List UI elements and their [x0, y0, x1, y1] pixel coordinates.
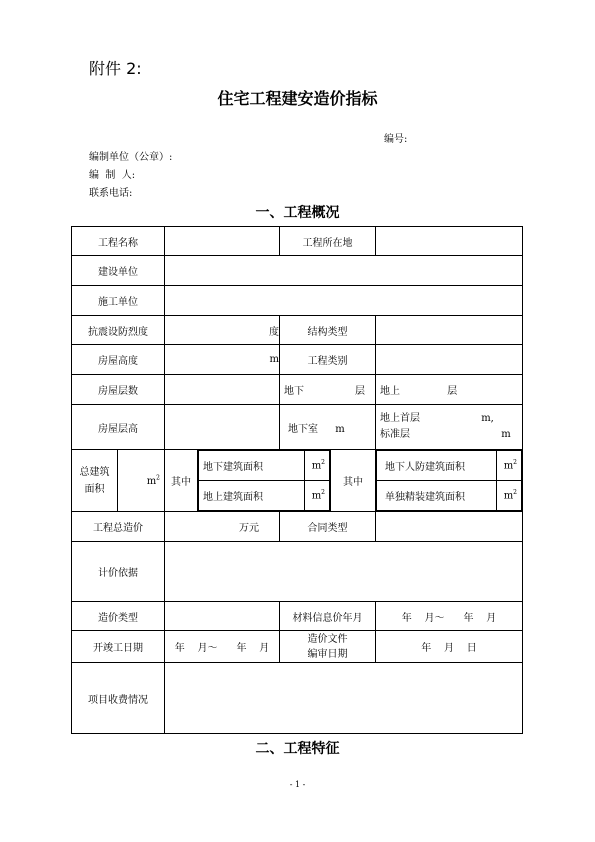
first-floor-unit: m, [481, 413, 494, 424]
start-end-date-label: 开竣工日期 [72, 631, 165, 663]
start-end-date-value[interactable]: 年 月～ 年 月 [165, 631, 280, 663]
floor-count-value[interactable] [165, 375, 280, 405]
total-area-label-line2: 面积 [84, 483, 105, 495]
project-name-label: 工程名称 [72, 227, 165, 256]
seismic-unit: 度 [269, 326, 279, 338]
fees-value[interactable] [165, 663, 523, 734]
height-unit: m [269, 354, 279, 365]
construction-unit-value[interactable] [165, 256, 523, 286]
underground-floors[interactable] [280, 375, 376, 405]
project-name-value[interactable] [165, 227, 280, 256]
project-overview-table [71, 226, 523, 734]
section-features-title: 二、工程特征 [255, 741, 340, 757]
total-cost-label: 工程总造价 [72, 512, 165, 542]
floor-height-label: 房屋层高 [72, 405, 165, 450]
attachment-label: 附件 2: [89, 59, 142, 78]
total-area-label [72, 450, 118, 512]
aboveground-floor-unit: 层 [447, 386, 458, 397]
structure-type-label: 结构类型 [280, 316, 376, 345]
phone-label: 联系电话: [89, 188, 133, 199]
pricing-basis-label: 计价依据 [72, 542, 165, 602]
special-areas [376, 450, 523, 512]
decoration-area-label: 单独精装建筑面积 [377, 481, 497, 511]
standard-floor-label: 标准层 [380, 429, 410, 440]
seismic-label: 抗震设防烈度 [72, 316, 165, 345]
floor-count-label: 房屋层数 [72, 375, 165, 405]
builder-unit-label: 施工单位 [72, 286, 165, 316]
seismic-value[interactable] [165, 316, 280, 345]
aboveground-area-unit[interactable]: $m^2$ [305, 481, 330, 511]
material-price-month-value[interactable]: 年 月～ 年 月 [376, 602, 523, 631]
page-number: - 1 - [289, 780, 306, 789]
aboveground-underground-areas [198, 450, 331, 512]
cost-type-label: 造价类型 [72, 602, 165, 631]
civil-defense-area-unit[interactable]: $m^2$ [497, 451, 522, 481]
material-price-month-label: 材料信息价年月 [280, 602, 376, 631]
underground-label: 地下 [284, 386, 304, 397]
house-height-label: 房屋高度 [72, 345, 165, 375]
structure-type-value[interactable] [376, 316, 523, 345]
aboveground-floors[interactable] [376, 375, 523, 405]
pricing-basis-value[interactable] [165, 542, 523, 602]
contract-type-value[interactable] [376, 512, 523, 542]
cost-unit: 万元 [239, 523, 259, 534]
first-floor-label: 地上首层 [380, 413, 420, 424]
among-label-1: 其中 [165, 450, 198, 512]
basement-unit: m [335, 423, 345, 435]
org-label: 编制单位（公章）: [89, 152, 173, 163]
builder-unit-value[interactable] [165, 286, 523, 316]
underground-area-unit[interactable]: $m^2$ [305, 451, 330, 481]
preparer-label: 编 制 人: [89, 170, 136, 181]
total-area-label-line1: 总建筑 [79, 466, 110, 478]
total-cost-value[interactable] [165, 512, 280, 542]
section-overview-title: 一、工程概况 [255, 205, 340, 221]
standard-floor-unit: m [501, 429, 511, 440]
file-review-date-value[interactable]: 年 月 日 [376, 631, 523, 663]
project-location-label: 工程所在地 [280, 227, 376, 256]
total-area-unit: $m^2$ [146, 474, 160, 487]
project-category-value[interactable] [376, 345, 523, 375]
aboveground-area-label: 地上建筑面积 [199, 481, 305, 511]
house-height-value[interactable] [165, 345, 280, 375]
construction-unit-label: 建设单位 [72, 256, 165, 286]
civil-defense-area-label: 地下人防建筑面积 [377, 451, 497, 481]
aboveground-label: 地上 [380, 386, 400, 397]
project-location-value[interactable] [376, 227, 523, 256]
contract-type-label: 合同类型 [280, 512, 376, 542]
project-category-label: 工程类别 [280, 345, 376, 375]
underground-area-label: 地下建筑面积 [199, 451, 305, 481]
floor-height-value[interactable] [165, 405, 280, 450]
fees-label: 项目收费情况 [72, 663, 165, 734]
basement-height[interactable] [280, 405, 376, 450]
among-label-2: 其中 [331, 450, 376, 512]
basement-label: 地下室 [288, 423, 318, 435]
file-review-date-label: 造价文件 编审日期 [280, 631, 376, 663]
document-title: 住宅工程建安造价指标 [217, 89, 378, 108]
underground-floor-unit: 层 [355, 386, 365, 397]
total-area-value[interactable] [118, 450, 165, 512]
aboveground-heights[interactable] [376, 405, 523, 450]
decoration-area-unit[interactable]: $m^2$ [497, 481, 522, 511]
cost-type-value[interactable] [165, 602, 280, 631]
serial-number-label: 编号: [384, 134, 408, 145]
